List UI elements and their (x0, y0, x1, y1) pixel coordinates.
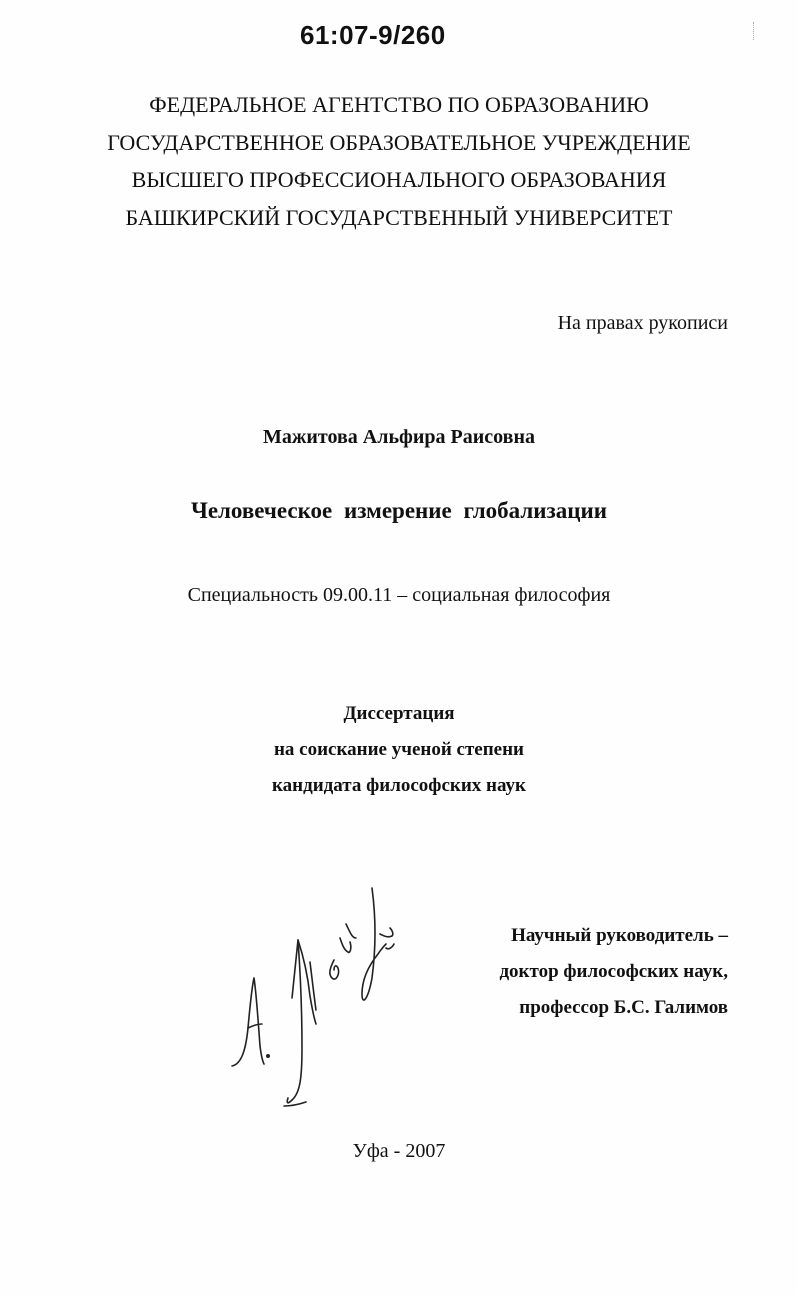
advisor-block (499, 918, 728, 1026)
header-line: ВЫСШЕГО ПРОФЕССИОНАЛЬНОГО ОБРАЗОВАНИЯ (131, 167, 667, 192)
dissertation-title: Человеческое измерение глобализации (190, 498, 608, 523)
city-year: Уфа - 2007 (352, 1140, 446, 1162)
dissertation-type-block (0, 696, 798, 804)
header-line: ФЕДЕРАЛЬНОЕ АГЕНТСТВО ПО ОБРАЗОВАНИЮ (149, 92, 649, 117)
header-line: ГОСУДАРСТВЕННОЕ ОБРАЗОВАТЕЛЬНОЕ УЧРЕЖДЕНИЕ (107, 129, 691, 155)
advisor-line: профессор Б.С. Галимов (519, 997, 728, 1018)
institution-header (0, 86, 798, 236)
header-line: БАШКИРСКИЙ ГОСУДАРСТВЕННЫЙ УНИВЕРСИТЕТ (125, 204, 673, 230)
dissertation-line: Диссертация (343, 703, 455, 724)
advisor-line: Научный руководитель – (511, 925, 728, 946)
advisor-line: доктор философских наук, (499, 961, 728, 982)
scan-edge-mark (753, 22, 758, 40)
signature-icon (222, 878, 412, 1113)
catalog-number: 61:07-9/260 (300, 20, 446, 50)
dissertation-line: кандидата философских наук (272, 775, 526, 796)
rights-note: На правах рукописи (557, 312, 728, 334)
specialty-line: Специальность 09.00.11 – социальная философия (187, 584, 611, 606)
author-name: Мажитова Альфира Раисовна (263, 426, 535, 448)
dissertation-line: на соискание ученой степени (273, 739, 524, 760)
